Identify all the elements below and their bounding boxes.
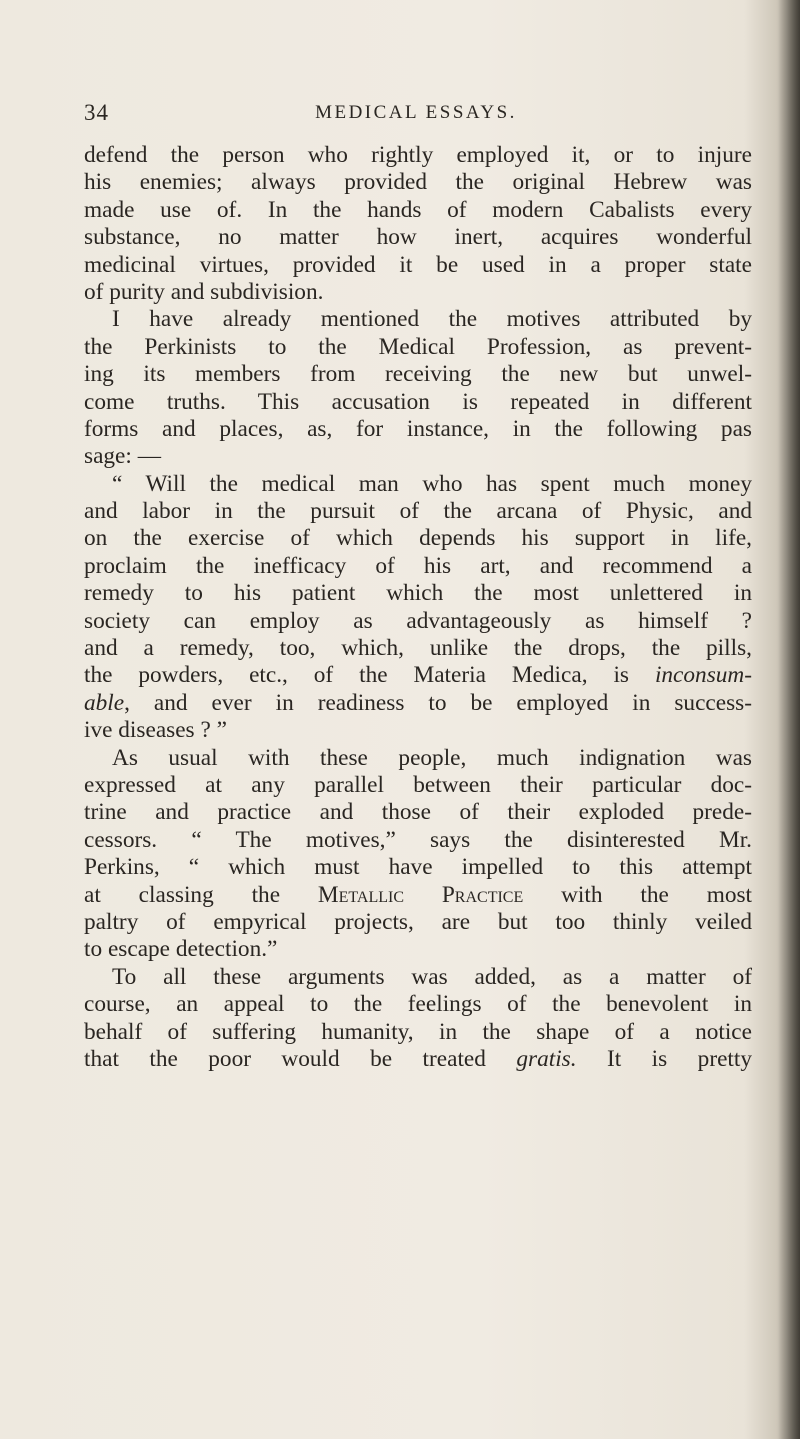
body-text — [84, 142, 752, 1073]
line-text: come truths. This accusation is repeated in different — [84, 388, 752, 415]
italic-text: gratis. — [516, 1045, 577, 1072]
text-line — [84, 1019, 752, 1046]
text-line — [84, 608, 752, 635]
line-text: substance, no matter how inert, acquires wonderful — [84, 224, 752, 251]
text-line — [84, 334, 752, 361]
line-text: society can employ as advantageously as himself ? — [84, 607, 752, 634]
text-line — [84, 389, 752, 416]
text-line — [84, 224, 752, 251]
line-text: ive diseases ? ” — [84, 717, 227, 744]
text-line — [84, 416, 752, 443]
line-text: expressed at any parallel between their particular doc- — [84, 771, 752, 798]
line-text: at classing the — [84, 881, 281, 908]
line-text: of purity and subdivision. — [84, 278, 324, 305]
page-number: 34 — [84, 100, 109, 125]
text-line — [84, 936, 752, 963]
text-line — [84, 964, 752, 991]
line-text: defend the person who rightly employed it, or to injure — [84, 142, 752, 168]
line-text: forms and places, as, for instance, in the following pas — [84, 415, 752, 442]
text-line — [84, 169, 752, 196]
line-text: on the exercise of which depends his support in life, — [84, 525, 752, 552]
text-line — [84, 1046, 752, 1073]
line-text: remedy to his patient which the most unlettered in — [84, 580, 752, 607]
text-line — [84, 252, 752, 279]
text-line — [84, 690, 752, 717]
running-head-title: MEDICAL ESSAYS. — [315, 102, 517, 123]
line-text: ing its members from receiving the new but unwel- — [84, 361, 752, 388]
line-text: the Perkinists to the Medical Profession, as prevent- — [84, 333, 752, 360]
line-text: To all these arguments was added, as a matter of — [112, 963, 752, 990]
text-line — [84, 553, 752, 580]
line-text: As usual with these people, much indignation was — [112, 744, 752, 771]
text-line — [84, 854, 752, 881]
text-line — [84, 635, 752, 662]
line-text: paltry of empyrical projects, are but too thinly veiled — [84, 908, 752, 935]
line-text: cessors. “ The motives,” says the disinterested Mr. — [84, 826, 752, 853]
line-text: Perkins, “ which must have impelled to this attempt — [84, 854, 752, 881]
running-head — [84, 100, 748, 130]
line-text: “ Will the medical man who has spent much money — [112, 470, 752, 497]
line-text: the powders, etc., of the Materia Medica, is — [84, 662, 630, 689]
text-line — [84, 197, 752, 224]
text-line — [84, 827, 752, 854]
text-line — [84, 882, 752, 909]
text-line — [84, 525, 752, 552]
italic-text: able — [84, 689, 125, 716]
line-text: to escape detection.” — [84, 936, 278, 963]
italic-text: inconsum- — [654, 662, 752, 689]
text-line — [84, 361, 752, 388]
line-text: It is pretty — [607, 1045, 753, 1072]
line-text: with the most — [561, 881, 753, 908]
page-edge-shadow — [778, 0, 800, 1439]
line-text: medicinal virtues, provided it be used in a proper state — [84, 251, 752, 278]
line-text: course, an appeal to the feelings of the benevolent in — [84, 991, 752, 1018]
text-line — [84, 306, 752, 333]
text-line — [84, 142, 752, 169]
text-line — [84, 443, 752, 470]
text-line — [84, 991, 752, 1018]
line-text: I have already mentioned the motives attributed by — [112, 306, 752, 333]
line-text: his enemies; always provided the original Hebrew was — [84, 169, 752, 196]
small-caps-text: Metallic Practice — [317, 881, 524, 908]
text-line — [84, 909, 752, 936]
text-line — [84, 471, 752, 498]
text-line — [84, 662, 752, 689]
line-text: and a remedy, too, which, unlike the drops, the pills, — [84, 635, 752, 662]
line-text: trine and practice and those of their exploded prede- — [84, 799, 752, 826]
line-text: proclaim the inefficacy of his art, and recommend a — [84, 552, 752, 579]
text-line — [84, 498, 752, 525]
line-text: and labor in the pursuit of the arcana of Physic, and — [84, 498, 752, 525]
text-line — [84, 799, 752, 826]
text-line — [84, 745, 752, 772]
line-text: that the poor would be treated — [84, 1045, 486, 1072]
line-text: made use of. In the hands of modern Cabalists every — [84, 196, 752, 223]
text-line — [84, 580, 752, 607]
line-text: , and ever in readiness to be employed in success- — [124, 689, 752, 716]
line-text: behalf of suffering humanity, in the shape of a notice — [84, 1018, 752, 1045]
text-line — [84, 279, 752, 306]
line-text: sage: — — [84, 443, 161, 470]
text-line — [84, 772, 752, 799]
text-line — [84, 717, 752, 744]
